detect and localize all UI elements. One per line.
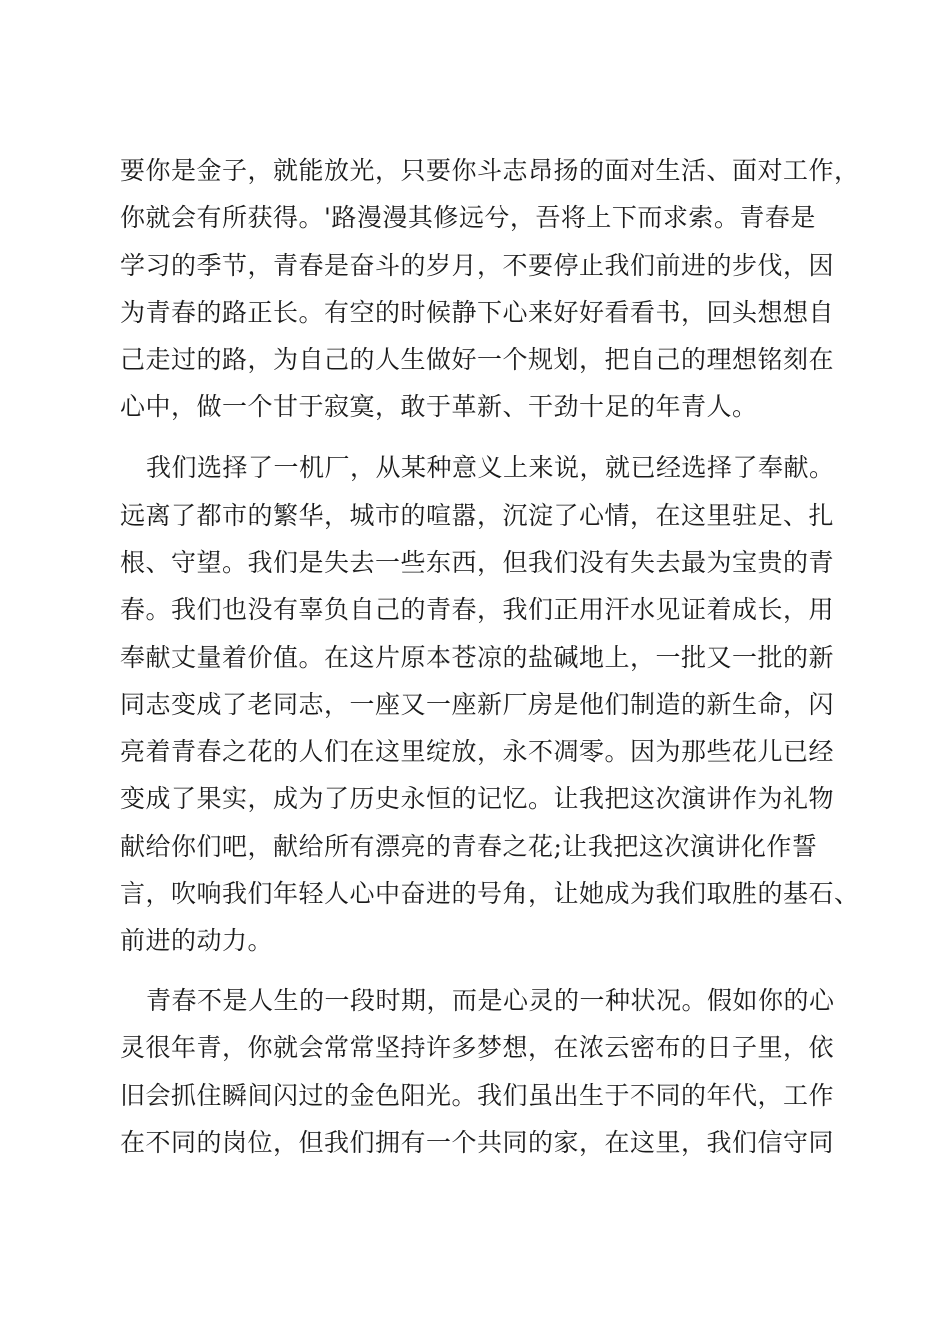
paragraph-3-line-3: 旧会抓住瞬间闪过的金色阳光。我们虽出生于不同的年代，工作	[120, 1081, 835, 1110]
paragraph-2-line-6: 同志变成了老同志，一座又一座新厂房是他们制造的新生命，闪	[120, 690, 835, 719]
paragraph-2-line-5: 奉献丈量着价值。在这片原本苍凉的盐碱地上，一批又一批的新	[120, 643, 835, 672]
paragraph-1-line-1: 要你是金子，就能放光，只要你斗志昂扬的面对生活、面对工作，	[120, 156, 860, 185]
paragraph-2-line-9: 献给你们吧，献给所有漂亮的青春之花;让我把这次演讲化作誓	[120, 832, 818, 861]
paragraph-1-line-4: 为青春的路正长。有空的时候静下心来好好看看书，回头想想自	[120, 298, 835, 327]
paragraph-1-line-5: 己走过的路，为自己的人生做好一个规划，把自己的理想铭刻在	[120, 345, 835, 374]
paragraph-3-line-4: 在不同的岗位，但我们拥有一个共同的家，在这里，我们信守同	[120, 1128, 835, 1157]
paragraph-3-line-2: 灵很年青，你就会常常坚持许多梦想，在浓云密布的日子里，依	[120, 1033, 835, 1062]
paragraph-3-line-1: 青春不是人生的一段时期，而是心灵的一种状况。假如你的心	[146, 986, 835, 1015]
paragraph-2-line-1: 我们选择了一机厂，从某种意义上来说，就已经选择了奉献。	[146, 453, 835, 482]
paragraph-1-line-3: 学习的季节，青春是奋斗的岁月，不要停止我们前进的步伐，因	[120, 251, 835, 280]
paragraph-2-line-7: 亮着青春之花的人们在这里绽放，永不凋零。因为那些花儿已经	[120, 737, 835, 766]
paragraph-2-line-4: 春。我们也没有辜负自己的青春，我们正用汗水见证着成长，用	[120, 595, 835, 624]
paragraph-2-line-8: 变成了果实，成为了历史永恒的记忆。让我把这次演讲作为礼物	[120, 784, 835, 813]
paragraph-2-line-11: 前进的动力。	[120, 926, 274, 955]
paragraph-2-line-10: 言，吹响我们年轻人心中奋进的号角，让她成为我们取胜的基石、	[120, 879, 860, 908]
paragraph-2-line-3: 根、守望。我们是失去一些东西，但我们没有失去最为宝贵的青	[120, 548, 835, 577]
paragraph-1-line-6: 心中，做一个甘于寂寞，敢于革新、干劲十足的年青人。	[120, 392, 758, 421]
paragraph-1-line-2: 你就会有所获得。'路漫漫其修远兮，吾将上下而求索。青春是	[120, 203, 816, 232]
paragraph-2-line-2: 远离了都市的繁华，城市的喧嚣，沉淀了心情，在这里驻足、扎	[120, 501, 835, 530]
